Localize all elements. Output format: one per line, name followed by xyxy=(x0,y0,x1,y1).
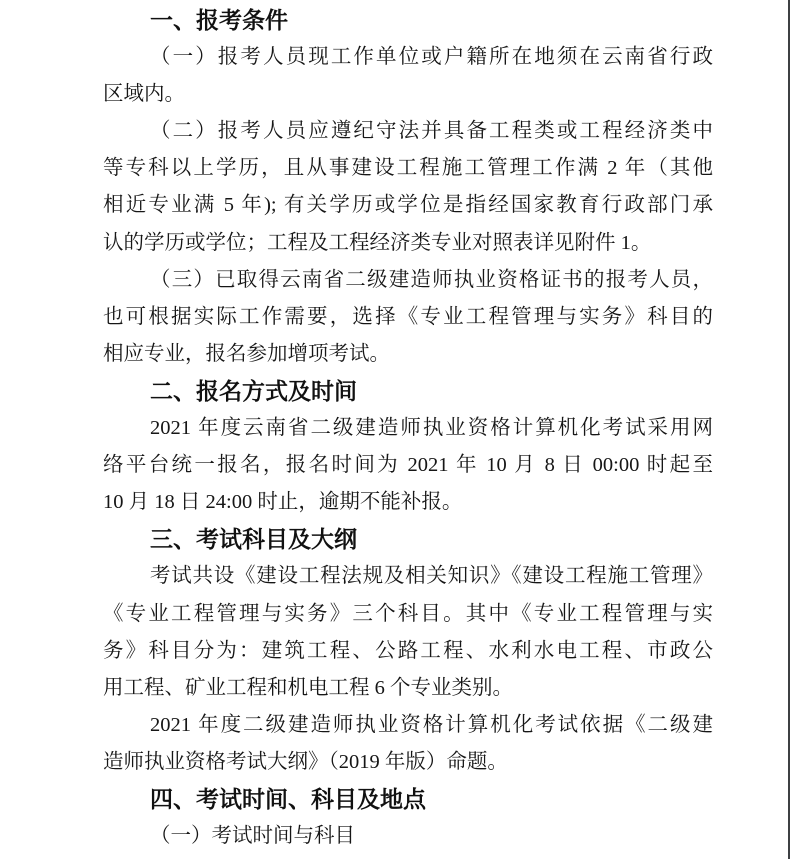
section-heading-5 xyxy=(103,373,713,410)
section-heading-7 xyxy=(103,521,713,558)
paragraph-6 xyxy=(103,410,713,521)
paragraph-4 xyxy=(103,262,713,373)
section-heading-10 xyxy=(103,781,713,818)
section-heading-1 xyxy=(103,2,713,39)
page-right-border-line xyxy=(788,0,790,859)
text-line: （一）考试时间与科目 xyxy=(150,825,355,848)
heading-line: 二、报名方式及时间 xyxy=(150,377,357,404)
text-line: 10 月 18 日 24:00 时止，逾期不能补报。 xyxy=(103,491,463,514)
text-line: 2021 年度二级建造师执业资格计算机化考试依据《二级建 xyxy=(150,713,713,736)
text-line: 《专业工程管理与实务》三个科目。其中《专业工程管理与实 xyxy=(103,602,713,625)
text-line: 相应专业，报名参加增项考试。 xyxy=(103,342,390,365)
text-line: （二）报考人员应遵纪守法并具备工程类或工程经济类中 xyxy=(150,120,713,143)
paragraph-9 xyxy=(103,707,713,781)
paragraph-3 xyxy=(103,113,713,261)
paragraph-8 xyxy=(103,558,713,706)
document-body xyxy=(103,2,713,855)
text-line: （三）已取得云南省二级建造师执业资格证书的报考人员， xyxy=(150,268,713,291)
text-line: 考试共设《建设工程法规及相关知识》《建设工程施工管理》 xyxy=(150,565,713,588)
text-line: 等专科以上学历，且从事建设工程施工管理工作满 2 年（其他 xyxy=(103,157,713,180)
text-line: 相近专业满 5 年); 有关学历或学位是指经国家教育行政部门承 xyxy=(103,194,713,217)
text-line: 认的学历或学位；工程及工程经济类专业对照表详见附件 1。 xyxy=(103,231,652,254)
text-line: 用工程、矿业工程和机电工程 6 个专业类别。 xyxy=(103,676,513,699)
paragraph-11 xyxy=(103,818,713,855)
heading-line: 三、考试科目及大纲 xyxy=(150,526,357,553)
text-line: 络平台统一报名，报名时间为 2021 年 10 月 8 日 00:00 时起至 xyxy=(103,454,713,477)
heading-line: 四、考试时间、科目及地点 xyxy=(150,785,426,812)
paragraph-2 xyxy=(103,39,713,113)
text-line: 务》科目分为：建筑工程、公路工程、水利水电工程、市政公 xyxy=(103,639,713,662)
heading-line: 一、报考条件 xyxy=(150,7,288,33)
text-line: 2021 年度云南省二级建造师执业资格计算机化考试采用网 xyxy=(150,417,713,440)
text-line: 也可根据实际工作需要，选择《专业工程管理与实务》科目的 xyxy=(103,305,713,328)
text-line: 区域内。 xyxy=(103,83,185,106)
text-line: 造师执业资格考试大纲》（2019 年版）命题。 xyxy=(103,750,508,773)
text-line: （一）报考人员现工作单位或户籍所在地须在云南省行政 xyxy=(150,46,713,69)
